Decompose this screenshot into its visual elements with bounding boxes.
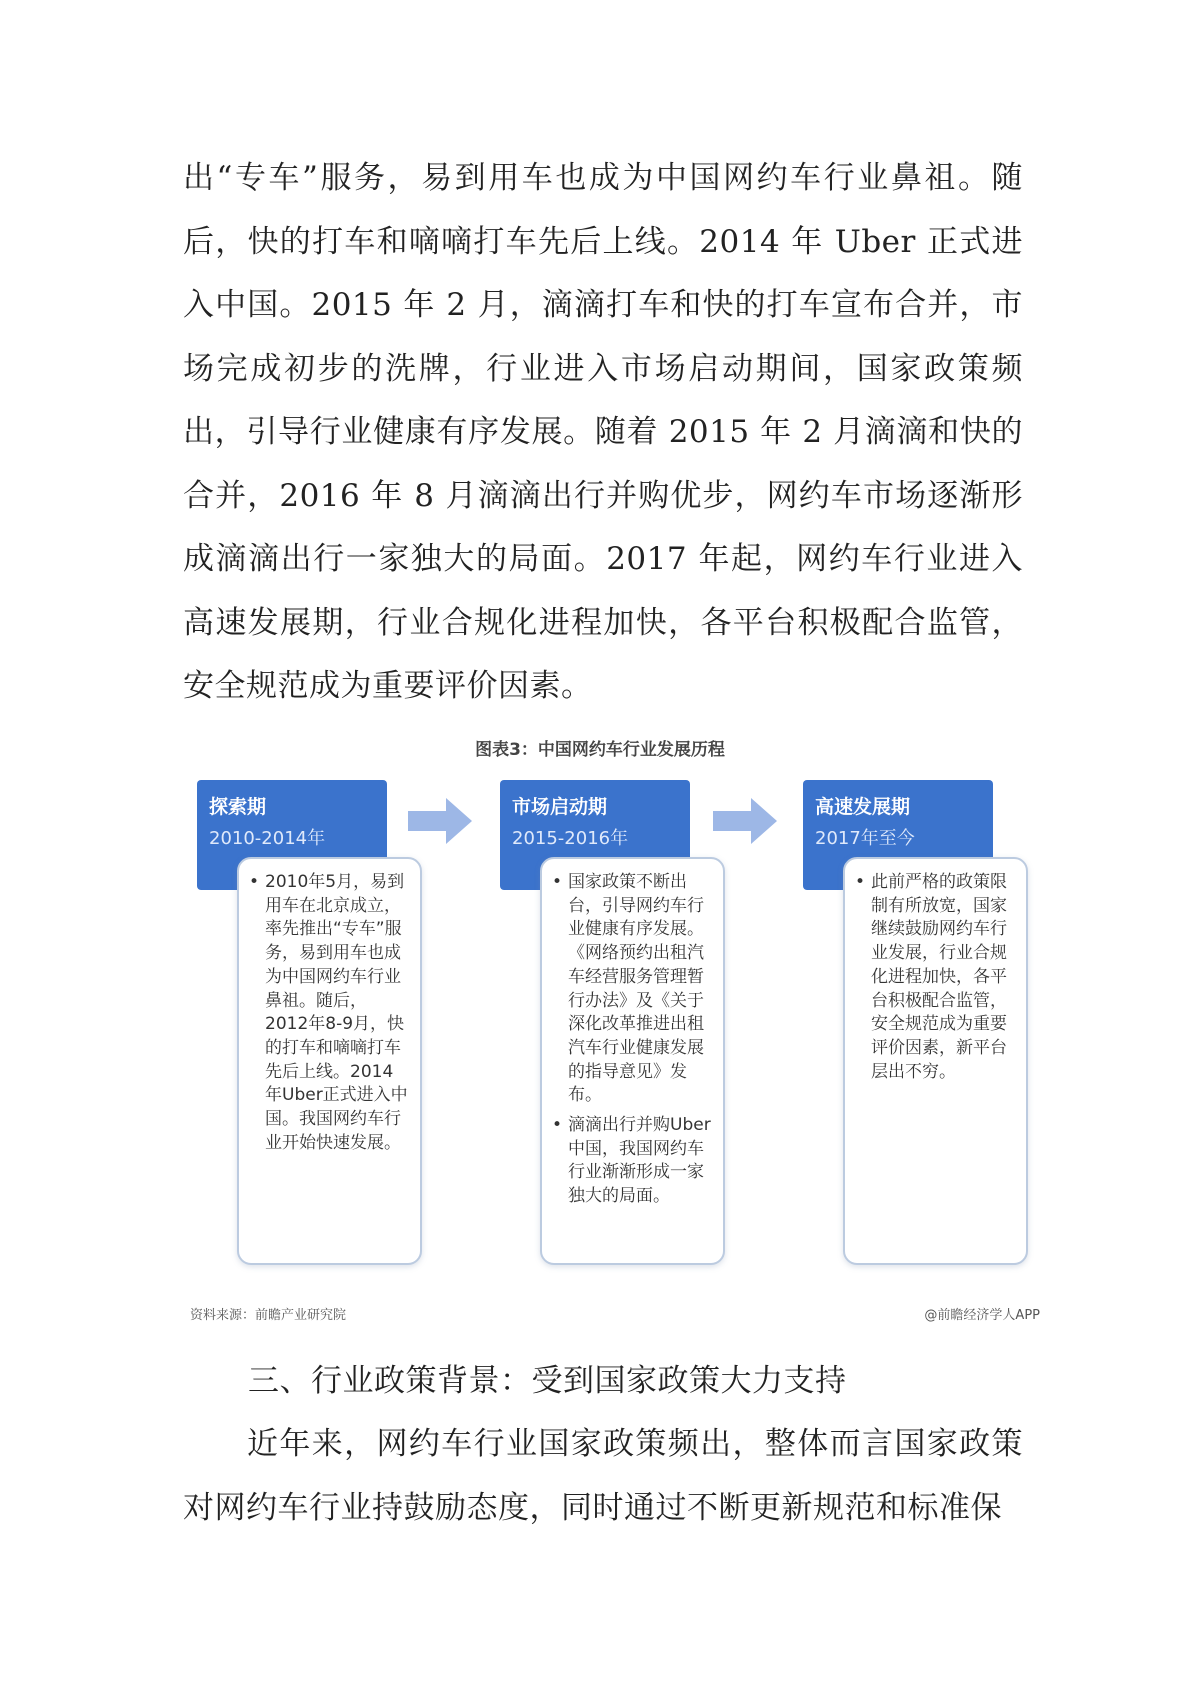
bullet-item: • 2010年5月，易到用车在北京成立，率先推出“专车”服务，易到用车也成为中国网约车行业鼻祖。随后，2012年8-9月，快的打车和嘀嘀打车先后上线。2014年Uber正式进入中国。我国网约车行业开始快速发展。	[249, 872, 408, 1153]
arrow-right-icon	[713, 798, 777, 844]
body-paragraph: 近年来，网约车行业国家政策频出，整体而言国家政策对网约车行业持鼓励态度，同时通过不断更新规范和标准保	[183, 1426, 1023, 1526]
bullet-text: 2010年5月，易到用车在北京成立，率先推出“专车”服务，易到用车也成为中国网约车行业鼻祖。随后，2012年8-9月，快的打车和嘀嘀打车先后上线。2014年Uber正式进入中国。我国网约车行业开始快速发展。	[265, 872, 408, 1153]
stage-name: 市场启动期	[512, 796, 608, 818]
stage-period: 2015-2016年	[512, 828, 629, 849]
figure-title: 图表3：中国网约车行业发展历程	[475, 740, 725, 760]
stage-market-launch	[500, 780, 820, 1290]
stage-card	[237, 857, 422, 1265]
arrow-right-icon	[408, 798, 472, 844]
bullet-item: • 此前严格的政策限制有所放宽，国家继续鼓励网约车行业发展，行业合规化进程加快，各平台积极配合监管，安全规范成为重要评价因素，新平台层出不穷。	[855, 872, 1007, 1082]
bullet-item: • 滴滴出行并购Uber中国，我国网约车行业渐渐形成一家独大的局面。	[552, 1115, 711, 1207]
stage-card	[843, 857, 1028, 1265]
stage-period: 2010-2014年	[209, 828, 326, 849]
figure-source: 资料来源：前瞻产业研究院	[190, 1308, 347, 1323]
stage-exploration	[197, 780, 517, 1290]
body-paragraph: 出“专车”服务，易到用车也成为中国网约车行业鼻祖。随后，快的打车和嘀嘀打车先后上线。2014 年 Uber 正式进入中国。2015 年 2 月，滴滴打车和快的打车宣布合并，市场完成初步的洗牌，行业进入市场启动期间，国家政策频出，引导行业健康有序发展。随着 2015 年 2 月滴滴和快的合并，2016 年 8 月滴滴出行并购优步，网约车市场逐渐形成滴滴出行一家独大的局面。2017 年起，网约车行业进入高速发展期，行业合规化进程加快，各平台积极配合监管，安全规范成为重要评价因素。	[183, 160, 1023, 704]
stage-name: 高速发展期	[815, 796, 911, 818]
stage-card	[540, 857, 725, 1265]
section-heading: 三、行业政策背景：受到国家政策大力支持	[248, 1363, 847, 1399]
bullet-text: 国家政策不断出台，引导网约车行业健康有序发展。《网络预约出租汽车经营服务管理暂行办法》及《关于深化改革推进出租汽车行业健康发展的指导意见》发布。	[568, 872, 704, 1106]
figure-credit: @前瞻经济学人APP	[924, 1308, 1040, 1323]
stage-name: 探索期	[209, 796, 267, 818]
bullet-text: 此前严格的政策限制有所放宽，国家继续鼓励网约车行业发展，行业合规化进程加快，各平台积极配合监管，安全规范成为重要评价因素，新平台层出不穷。	[871, 872, 1007, 1082]
stage-rapid-growth	[803, 780, 1123, 1290]
bullet-text: 滴滴出行并购Uber中国，我国网约车行业渐渐形成一家独大的局面。	[568, 1115, 711, 1207]
bullet-item: • 国家政策不断出台，引导网约车行业健康有序发展。《网络预约出租汽车经营服务管理暂行办法》及《关于深化改革推进出租汽车行业健康发展的指导意见》发布。	[552, 872, 704, 1106]
stage-period: 2017年至今	[815, 828, 915, 849]
